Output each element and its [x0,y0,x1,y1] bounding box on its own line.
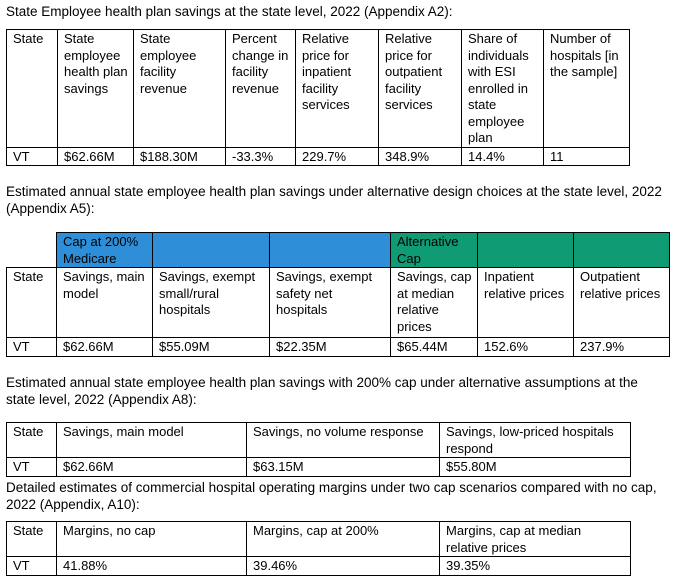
table-cell: VT [7,338,57,357]
table-cell: $62.66M [57,458,247,477]
table-cell: 41.88% [57,557,247,576]
section-heading-a8: Estimated annual state employee health plan savings with 200% cap under alternative assumptions at the state level, 2022 (Appendix A8): [6,375,638,407]
table-cell: -33.3% [226,147,296,166]
header-cell: Savings, no volume response [247,423,440,458]
header-cell: Savings, low-priced hospitals respond [440,423,631,458]
header-cell: Savings, exempt small/rural hospitals [153,268,270,338]
header-cell: State [7,522,57,557]
table-cell: 39.35% [440,557,631,576]
table-cell: $55.80M [440,458,631,477]
group-fill-cell [574,233,670,268]
table-cell: $22.35M [270,338,391,357]
header-cell: Margins, no cap [57,522,247,557]
alternative-cap-group-label: Alternative Cap [391,233,478,268]
header-cell: Savings, main model [57,423,247,458]
table-cell: $65.44M [391,338,478,357]
state-employee-savings-table [6,29,630,166]
table-cell: 14.4% [462,147,544,166]
table-cell: 348.9% [379,147,462,166]
header-cell: Savings, cap at median relative prices [391,268,478,338]
header-cell: Number of hospitals [in the sample] [544,30,630,148]
table-cell: 229.7% [296,147,379,166]
section-heading-a2: State Employee health plan savings at the state level, 2022 (Appendix A2): [6,4,453,19]
header-cell: Inpatient relative prices [478,268,574,338]
table-cell: VT [7,557,57,576]
group-fill-cell [270,233,391,268]
table-cell: $62.66M [58,147,134,166]
table-cell: $63.15M [247,458,440,477]
header-cell: Share of individuals with ESI enrolled in state employee plan [462,30,544,148]
header-cell: State employee health plan savings [58,30,134,148]
table-row [7,458,631,477]
header-cell: Savings, exempt safety net hospitals [270,268,391,338]
table-cell: $62.66M [57,338,153,357]
table-row [7,338,670,357]
header-cell: State [7,423,57,458]
header-cell: Savings, main model [57,268,153,338]
alternative-assumptions-table [6,422,631,477]
header-cell: Margins, cap at median relative prices [440,522,631,557]
header-cell: Relative price for outpatient facility services [379,30,462,148]
table-header-row [7,30,630,148]
header-cell: Relative price for inpatient facility services [296,30,379,148]
section-heading-a5: Estimated annual state employee health plan savings under alternative design choices at the state level, 2022 (Appendix A5): [6,184,662,216]
table-cell: $55.09M [153,338,270,357]
table-cell: $188.30M [134,147,226,166]
cap-200-group-label: Cap at 200% Medicare [57,233,153,268]
group-header-row [7,233,670,268]
header-cell: State employee facility revenue [134,30,226,148]
header-cell: Margins, cap at 200% [247,522,440,557]
header-cell: Outpatient relative prices [574,268,670,338]
table-row [7,557,631,576]
table-cell: VT [7,458,57,477]
operating-margins-table [6,521,631,576]
table-header-row [7,423,631,458]
table-cell: 39.46% [247,557,440,576]
alternative-design-table [6,232,670,357]
header-cell: State [7,268,57,338]
group-fill-cell [153,233,270,268]
group-fill-cell [478,233,574,268]
header-cell: State [7,30,58,148]
table-header-row [7,522,631,557]
header-cell: Percent change in facility revenue [226,30,296,148]
table-cell: 237.9% [574,338,670,357]
table-cell: 152.6% [478,338,574,357]
table-cell: 11 [544,147,630,166]
table-cell: VT [7,147,58,166]
section-heading-a10: Detailed estimates of commercial hospital operating margins under two cap scenarios compared with no cap, 2022 (Appendix, A10): [6,480,657,512]
table-header-row [7,268,670,338]
table-row [7,147,630,166]
